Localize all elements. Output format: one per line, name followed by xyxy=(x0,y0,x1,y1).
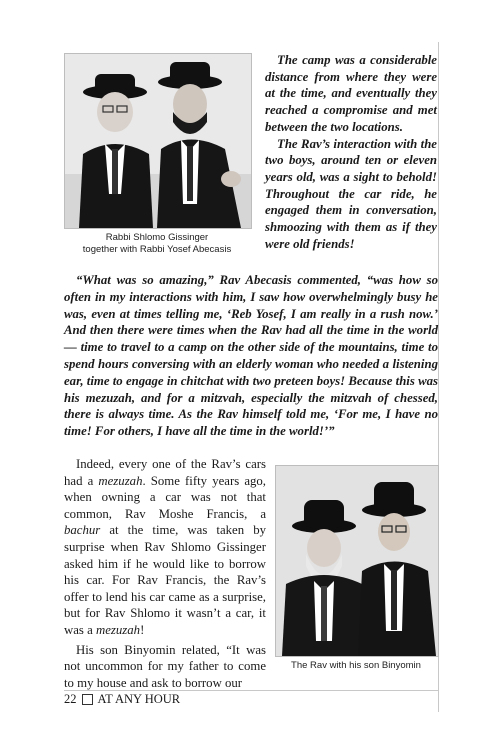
left-column-text xyxy=(64,456,266,694)
right-column-para1: The camp was a considerable distance from where they were at the time, and eventually they reached a compromise and met between the two locations. xyxy=(265,53,437,134)
left-column-para1 xyxy=(64,456,266,639)
photo-rav-with-son xyxy=(275,465,439,657)
photo1-caption xyxy=(64,232,250,256)
photo-gissinger-abecasis xyxy=(64,53,252,229)
photo2-caption xyxy=(275,660,437,672)
quote-paragraph: “What was so amazing,” Rav Abecasis commented, “was how so often in my interactions with him, I saw how overwhelmingly busy he was, even at times telling me, ‘Reb Yosef, I am really in a rush now.’ And then there were times when the Rav had all the time in the world — time to travel to a camp on the other side of the mountains, time to spend hours conversing with an elderly woman who needed a listening ear, time to engage in chitchat with two preteen boys! Because this was his mezuzah, and for a mitzvah, especially the mitzvah of chessed, there is always time. As the Rav himself told me, ‘For me, I have no time! For others, I have all the time in the world!’” xyxy=(64,273,438,439)
italic-term: bachur xyxy=(64,523,101,538)
text-run: at the time, was taken by surprise when Rav Shlomo Gissinger asked him if he would like to borrow his car. For Rav Francis, the Rav’s offer to lend his car came as a surprise, but for Rav Shlomo it wasn’t a car, it was a xyxy=(64,523,266,637)
right-column-text xyxy=(265,52,437,252)
box-separator-icon xyxy=(82,694,93,705)
text-run: ! xyxy=(140,622,145,637)
photo2-illustration xyxy=(276,466,438,656)
footer-rule xyxy=(64,690,438,691)
photo1-caption-line2: together with Rabbi Yosef Abecasis xyxy=(82,244,232,255)
page-footer xyxy=(64,692,180,707)
photo2-caption-text: The Rav with his son Binyomin xyxy=(291,660,421,671)
italic-term: mezuzah xyxy=(95,622,141,637)
full-width-quote xyxy=(64,272,438,440)
text-run: Indeed, every one of the Rav’s cars had a xyxy=(64,457,266,488)
book-title: AT ANY HOUR xyxy=(97,692,181,706)
page-number: 22 xyxy=(64,692,77,706)
photo-illustration xyxy=(65,54,251,228)
photo1-caption-line1: Rabbi Shlomo Gissinger xyxy=(105,232,209,243)
left-column-para2: His son Binyomin related, “It was not uncommon for my father to come to my house and ask to borrow our xyxy=(64,642,266,690)
text-run: . Some fifty years ago, when owning a car was not that common, Rav Moshe Francis, a xyxy=(64,473,266,521)
right-column-para2: The Rav’s interaction with the two boys, around ten or eleven years old, was a sight to behold! Throughout the car ride, he engaged them in conversation, shmoozing with them as if they were old friends! xyxy=(265,136,437,251)
italic-term: mezuzah xyxy=(98,473,143,488)
